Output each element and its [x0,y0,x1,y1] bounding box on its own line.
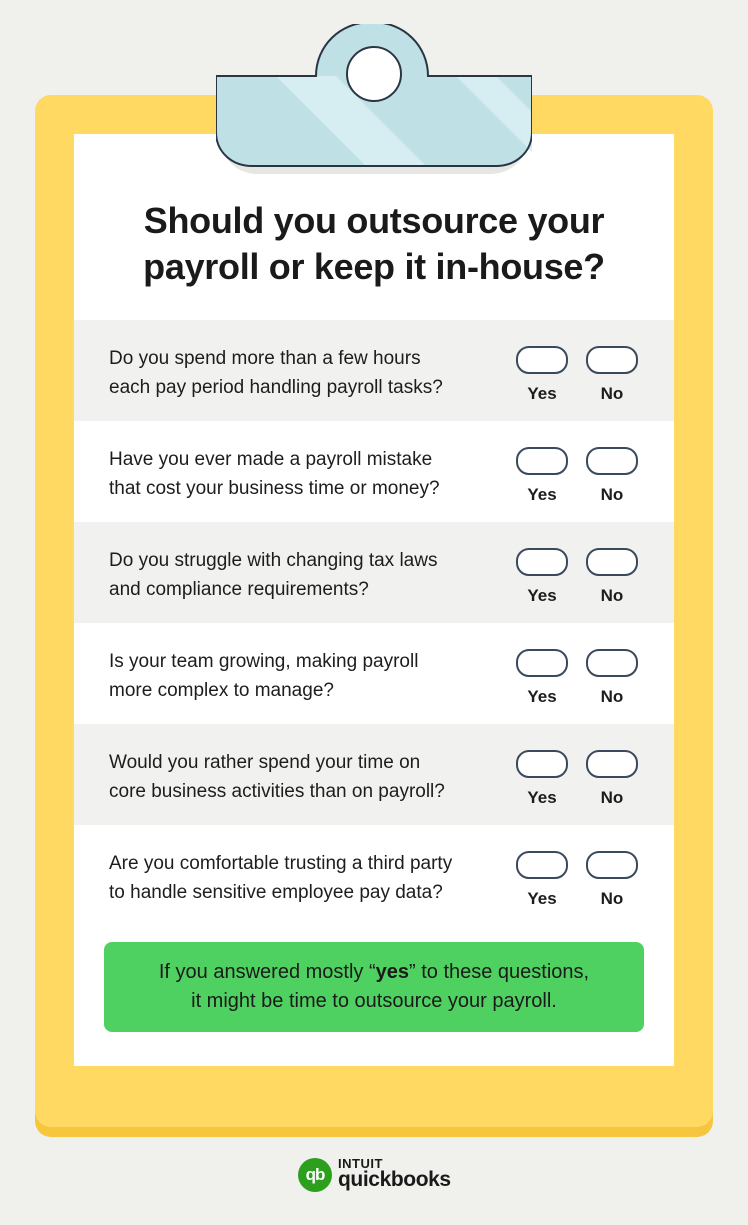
yes-checkbox[interactable] [516,346,568,374]
no-option[interactable] [586,346,638,404]
question-line: Is your team growing, making payroll [109,651,419,672]
no-checkbox[interactable] [586,346,638,374]
question-text [109,344,509,402]
question-line: Would you rather spend your time on [109,752,421,773]
no-label: No [600,788,624,807]
question-line: Are you comfortable trusting a third party [109,853,453,874]
no-label: No [600,889,624,908]
yes-label: Yes [527,889,557,908]
yes-option[interactable] [516,851,568,909]
question-line: core business activities than on payroll? [109,781,445,802]
yes-checkbox[interactable] [516,548,568,576]
yes-checkbox[interactable] [516,649,568,677]
yes-option[interactable] [516,750,568,808]
yes-label: Yes [527,788,557,807]
page-title [74,198,674,290]
yes-label: Yes [527,687,557,706]
no-checkbox[interactable] [586,548,638,576]
no-option[interactable] [586,851,638,909]
question-line: more complex to manage? [109,680,334,701]
question-row [74,522,674,623]
question-row [74,421,674,522]
question-text [109,849,509,907]
question-line: that cost your business time or money? [109,478,440,499]
callout-emphasis: yes [375,961,409,983]
clipboard-clip-icon [216,24,532,180]
brand-intuit: INTUIT [338,1156,383,1171]
yes-option[interactable] [516,447,568,505]
yes-option[interactable] [516,548,568,606]
question-row [74,320,674,421]
question-row [74,724,674,825]
no-option[interactable] [586,447,638,505]
no-label: No [600,586,624,605]
no-option[interactable] [586,548,638,606]
question-row [74,825,674,926]
no-label: No [600,687,624,706]
question-text [109,647,509,705]
no-label: No [600,485,624,504]
quickbooks-logo-icon: qb [298,1158,332,1192]
yes-checkbox[interactable] [516,851,568,879]
question-row [74,623,674,724]
title-line-1: Should you outsource your [143,200,605,241]
no-checkbox[interactable] [586,649,638,677]
callout-line-1 [104,958,644,987]
callout-text: If you answered mostly “ [158,961,376,983]
no-label: No [600,384,624,403]
question-line: to handle sensitive employee pay data? [109,882,443,903]
callout-line-2: it might be time to outsource your payroll. [191,990,557,1012]
question-line: and compliance requirements? [109,579,369,600]
no-checkbox[interactable] [586,851,638,879]
callout-text: ” to these questions, [409,961,590,983]
question-text [109,748,509,806]
question-line: Do you struggle with changing tax laws [109,550,438,571]
yes-checkbox[interactable] [516,447,568,475]
question-text [109,445,509,503]
title-line-2: payroll or keep it in-house? [143,246,605,287]
question-list [74,320,674,926]
question-line: each pay period handling payroll tasks? [109,377,443,398]
no-checkbox[interactable] [586,750,638,778]
conclusion-callout [104,942,644,1032]
yes-option[interactable] [516,649,568,707]
question-line: Have you ever made a payroll mistake [109,449,433,470]
no-checkbox[interactable] [586,447,638,475]
question-line: Do you spend more than a few hours [109,348,421,369]
yes-label: Yes [527,384,557,403]
yes-checkbox[interactable] [516,750,568,778]
yes-label: Yes [527,586,557,605]
quickbooks-brand [298,1154,458,1194]
question-text [109,546,509,604]
no-option[interactable] [586,649,638,707]
no-option[interactable] [586,750,638,808]
yes-option[interactable] [516,346,568,404]
brand-quickbooks: quickbooks [338,1168,451,1191]
yes-label: Yes [527,485,557,504]
checklist-sheet [74,134,674,1066]
